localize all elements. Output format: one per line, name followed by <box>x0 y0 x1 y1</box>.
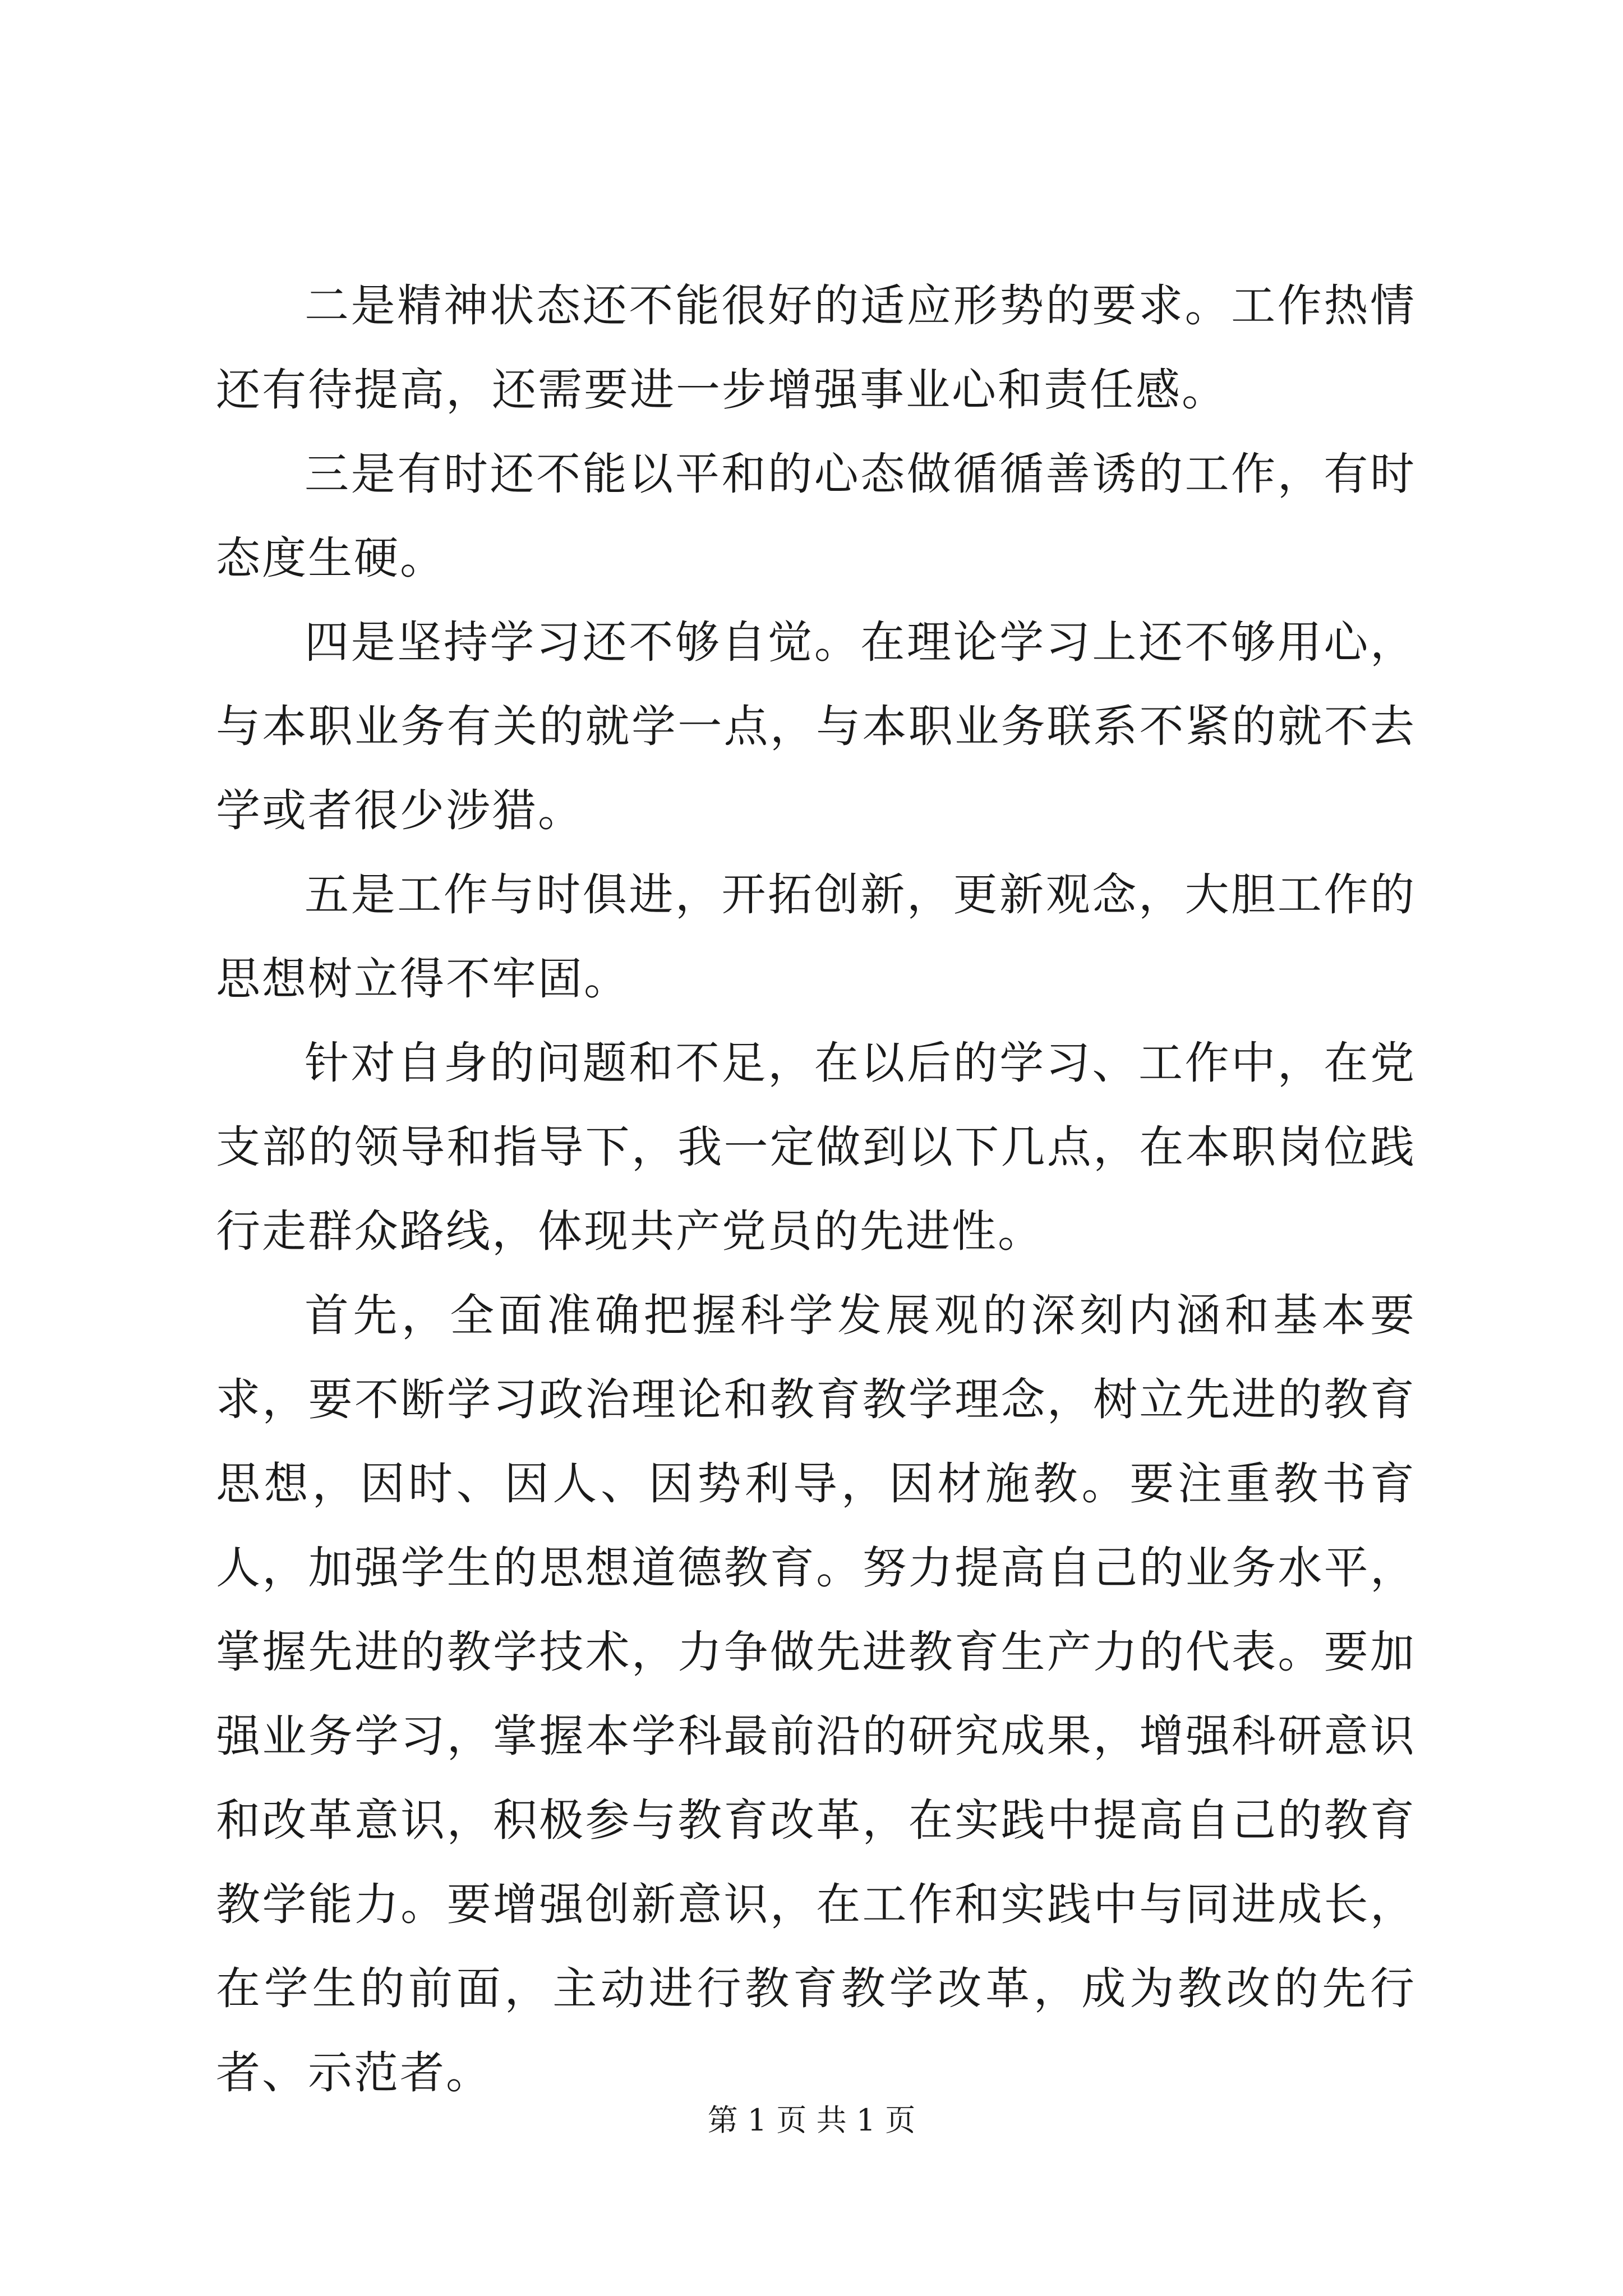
paragraph-4: 四是坚持学习还不够自觉。在理论学习上还不够用心，与本职业务有关的就学一点，与本职业务联系不紧的就不去学或者很少涉猎。 <box>216 616 1416 836</box>
paragraph-first-point: 首先，全面准确把握科学发展观的深刻内涵和基本要求，要不断学习政治理论和教育教学理念，树立先进的教育思想，因时、因人、因势利导，因材施教。要注重教书育人，加强学生的思想道德教育。努力提高自己的业务水平，掌握先进的教学技术，力争做先进教育生产力的代表。要加强业务学习，掌握本学科最前沿的研究成果，增强科研意识和改革意识，积极参与教育改革，在实践中提高自己的教育教学能力。要增强创新意识，在工作和实践中与同进成长，在学生的前面，主动进行教育教学改革，成为教改的先行者、示范者。 <box>216 1290 1416 2099</box>
paragraph-plan-intro: 针对自身的问题和不足，在以后的学习、工作中，在党支部的领导和指导下，我一定做到以下几点，在本职岗位践行走群众路线，体现共产党员的先进性。 <box>216 1037 1416 1257</box>
page-footer: 第 1 页 共 1 页 <box>707 2102 916 2138</box>
document-body <box>216 264 1416 2115</box>
paragraph-5: 五是工作与时俱进，开拓创新，更新观念，大胆工作的思想树立得不牢固。 <box>216 869 1416 1005</box>
paragraph-3: 三是有时还不能以平和的心态做循循善诱的工作，有时态度生硬。 <box>216 448 1416 584</box>
paragraph-2: 二是精神状态还不能很好的适应形势的要求。工作热情还有待提高，还需要进一步增强事业心和责任感。 <box>216 280 1416 416</box>
